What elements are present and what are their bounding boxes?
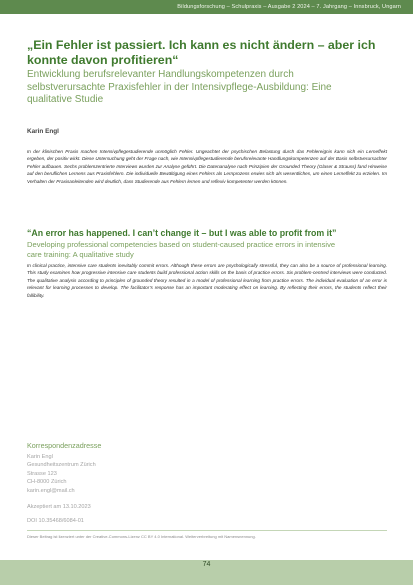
english-subtitle: Developing professional competencies based on student-caused practice errors in intensive care training: A qualitative study	[27, 240, 336, 259]
header-band-text: Bildungsforschung – Schulpraxis – Ausgabe 2 2024 – 7. Jahrgang – Innsbruck, Ungarn	[177, 4, 401, 10]
contact-city: CH-8000 Zürich	[27, 479, 67, 486]
footer-divider	[27, 530, 387, 531]
contact-institution: Gesundheitszentrum Zürich	[27, 462, 96, 469]
accepted-date: Akzeptiert am 13.10.2023	[27, 504, 91, 510]
contact-email[interactable]: karin.engl@mail.ch	[27, 487, 75, 494]
english-title: “An error has happened. I can’t change it – but I was able to profit from it”	[27, 228, 337, 238]
header-band	[0, 0, 413, 14]
contact-name: Karin Engl	[27, 454, 53, 460]
correspondence-heading: Korrespondenzadresse	[27, 441, 102, 450]
abstract-english: In clinical practice, intensive care students inevitably commit errors. Although these errors are psychologically stressful, they can also be a source of professional learning. This study examines how progressive intensive care students build professional action skills on the basis of practice errors. Six problem-centred interviews were conducted. The qualitative analysis according to principles of grounded theory resulted in a model of professional learning from practice errors. The individual evaluation of an error is relevant for learning processes to develop. The facilitator’s response has an important moderating effect on learning. By reflecting their errors, the students reflect their fallibility.	[27, 263, 387, 298]
correspondence-address	[27, 442, 227, 495]
license-note: Dieser Beitrag ist lizenziert unter der Creative-Commons-Lizenz CC BY 4.0 International. Weiterverbreitung mit Namensnennung.	[27, 534, 256, 539]
article-title: „Ein Fehler ist passiert. Ich kann es nicht ändern – aber ich konnte davon profitieren“	[27, 38, 376, 67]
page-number: 74	[202, 561, 211, 568]
doi-link[interactable]: DOI 10.35468/6084-01	[27, 518, 84, 524]
abstract-german: In der klinischen Praxis machen Intensivpflegestudierende unmöglich Fehler. Ungeachtet der psychischen Belastung durch das Fehlereignis kann sich ein Lerneffekt ergeben, der positiv wirkt. Diese Untersuchung geht der Frage nach, wie Intensivpflegestudierende berufsrelevante Handlungskompetenzen auf der Basis selbstverursachter Fehler aufbauen. Sechs problemzentrierte Interviews wurden zur Analyse geführt. Die Datenanalyse nach Prinzipien der Grounded Theory (Glaser & Strauss) fand Hinweise auf den beruflichen Lernens aus Praxisfehlern. Die individuelle Bewältigung eines Fehlers als Lernprozess erwies sich als wesentliches, um einen Lerneffekt zu erzielen. Im Verhalten der Praxisanleitenden wird deutlich, dass Studierende aus Fehlern lernen und reflexiv kompetenter werden können.	[27, 149, 387, 184]
author-name: Karin Engl	[27, 128, 59, 135]
contact-street: Strasse 123	[27, 470, 57, 477]
article-subtitle: Entwicklung berufsrelevanter Handlungskompetenzen durch selbstverursachte Praxisfehler in der Intensivpflege-Ausbildung: Eine qualitative Studie	[27, 69, 332, 105]
